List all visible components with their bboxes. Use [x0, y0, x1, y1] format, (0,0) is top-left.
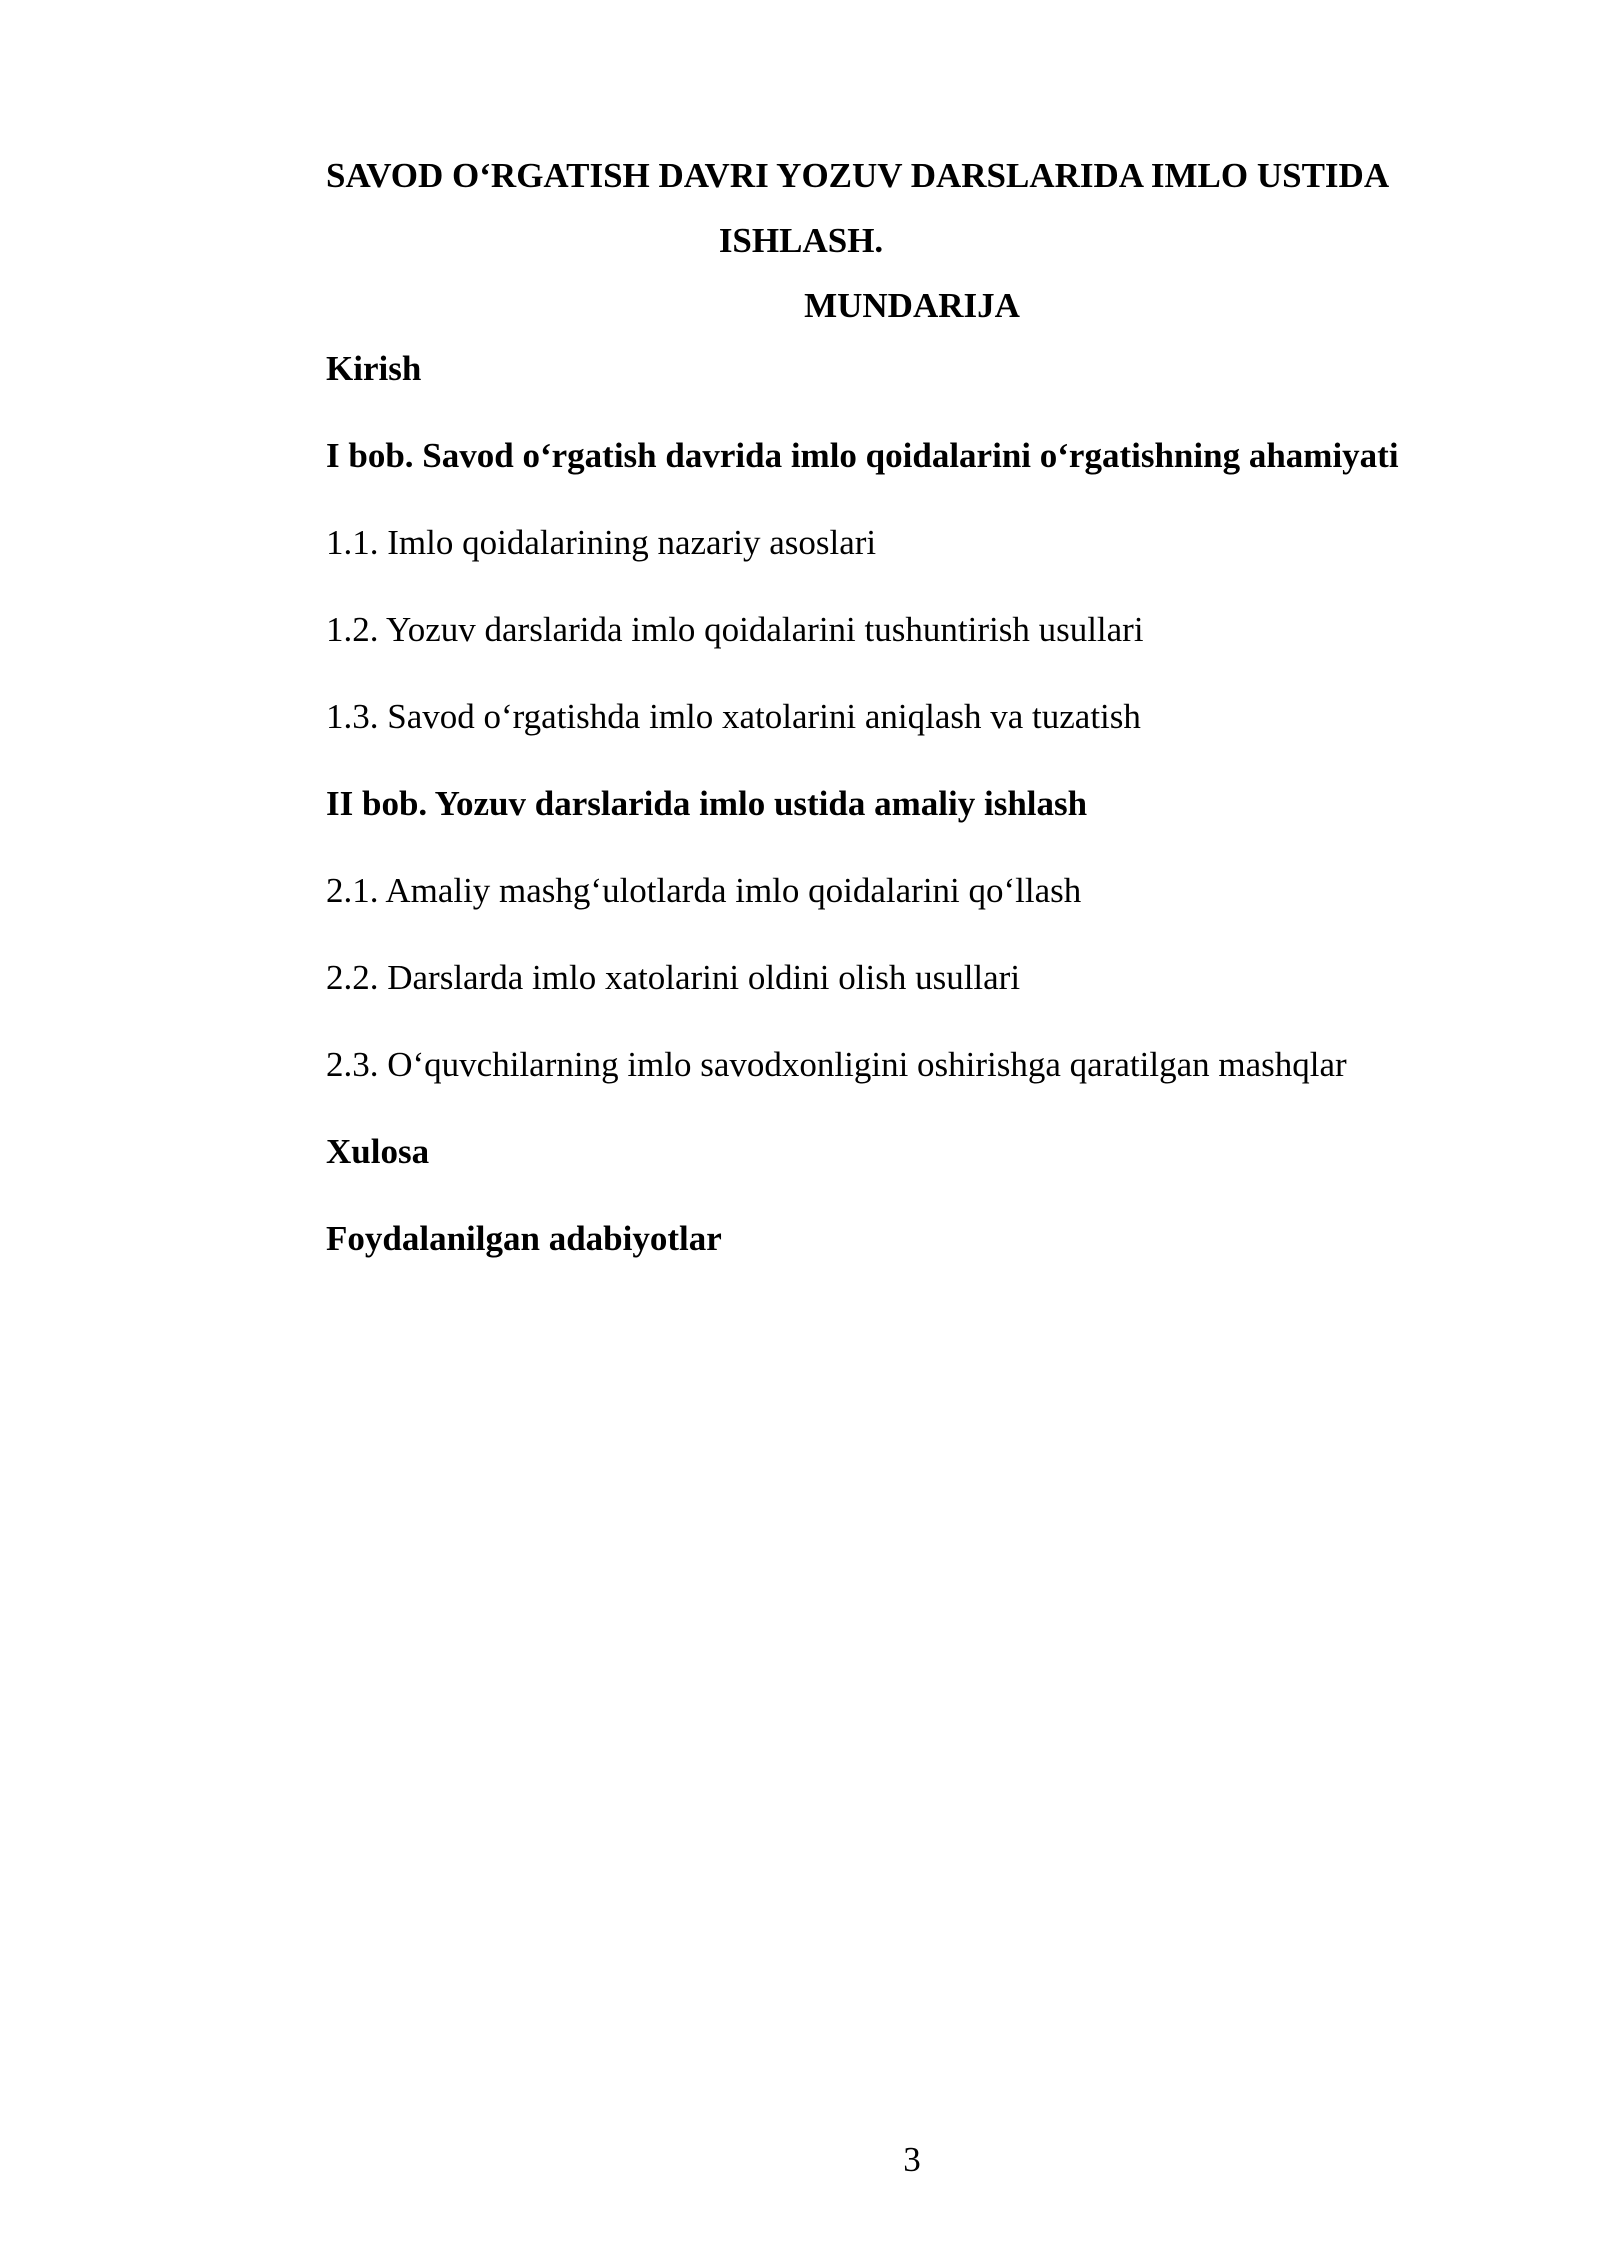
toc-item-references: Foydalanilgan adabiyotlar — [326, 1219, 722, 1258]
toc-item-section-2-3: 2.3. O‘quvchilarning imlo savodxonligini oshirishga qaratilgan mashqlar — [326, 1045, 1347, 1084]
toc-item-chapter-2: II bob. Yozuv darslarida imlo ustida amaliy ishlash — [326, 784, 1088, 823]
toc-item-chapter-1: I bob. Savod o‘rgatish davrida imlo qoidalarini o‘rgatishning ahamiyati — [326, 436, 1399, 475]
table-of-contents — [326, 349, 1399, 1306]
document-title-line-2-wrapper — [0, 221, 1600, 261]
toc-item-xulosa: Xulosa — [326, 1132, 430, 1171]
toc-item-section-1-1: 1.1. Imlo qoidalarining nazariy asoslari — [326, 523, 877, 562]
toc-item-section-2-2: 2.2. Darslarda imlo xatolarini oldini olish usullari — [326, 958, 1021, 997]
page-number: 3 — [903, 2140, 921, 2179]
document-title-line-1: SAVOD O‘RGATISH DAVRI YOZUV DARSLARIDA IMLO USTIDA — [326, 156, 1390, 195]
document-title-line-2: ISHLASH. — [718, 221, 884, 260]
toc-item-section-1-3: 1.3. Savod o‘rgatishda imlo xatolarini aniqlash va tuzatish — [326, 697, 1141, 736]
toc-heading: MUNDARIJA — [804, 286, 1020, 325]
page-number-wrapper — [0, 2140, 1600, 2180]
toc-item-section-1-2: 1.2. Yozuv darslarida imlo qoidalarini tushuntirish usullari — [326, 610, 1144, 649]
toc-heading-wrapper — [0, 286, 1600, 326]
toc-item-section-2-1: 2.1. Amaliy mashg‘ulotlarda imlo qoidalarini qo‘llash — [326, 871, 1082, 910]
toc-item-kirish: Kirish — [326, 349, 422, 388]
